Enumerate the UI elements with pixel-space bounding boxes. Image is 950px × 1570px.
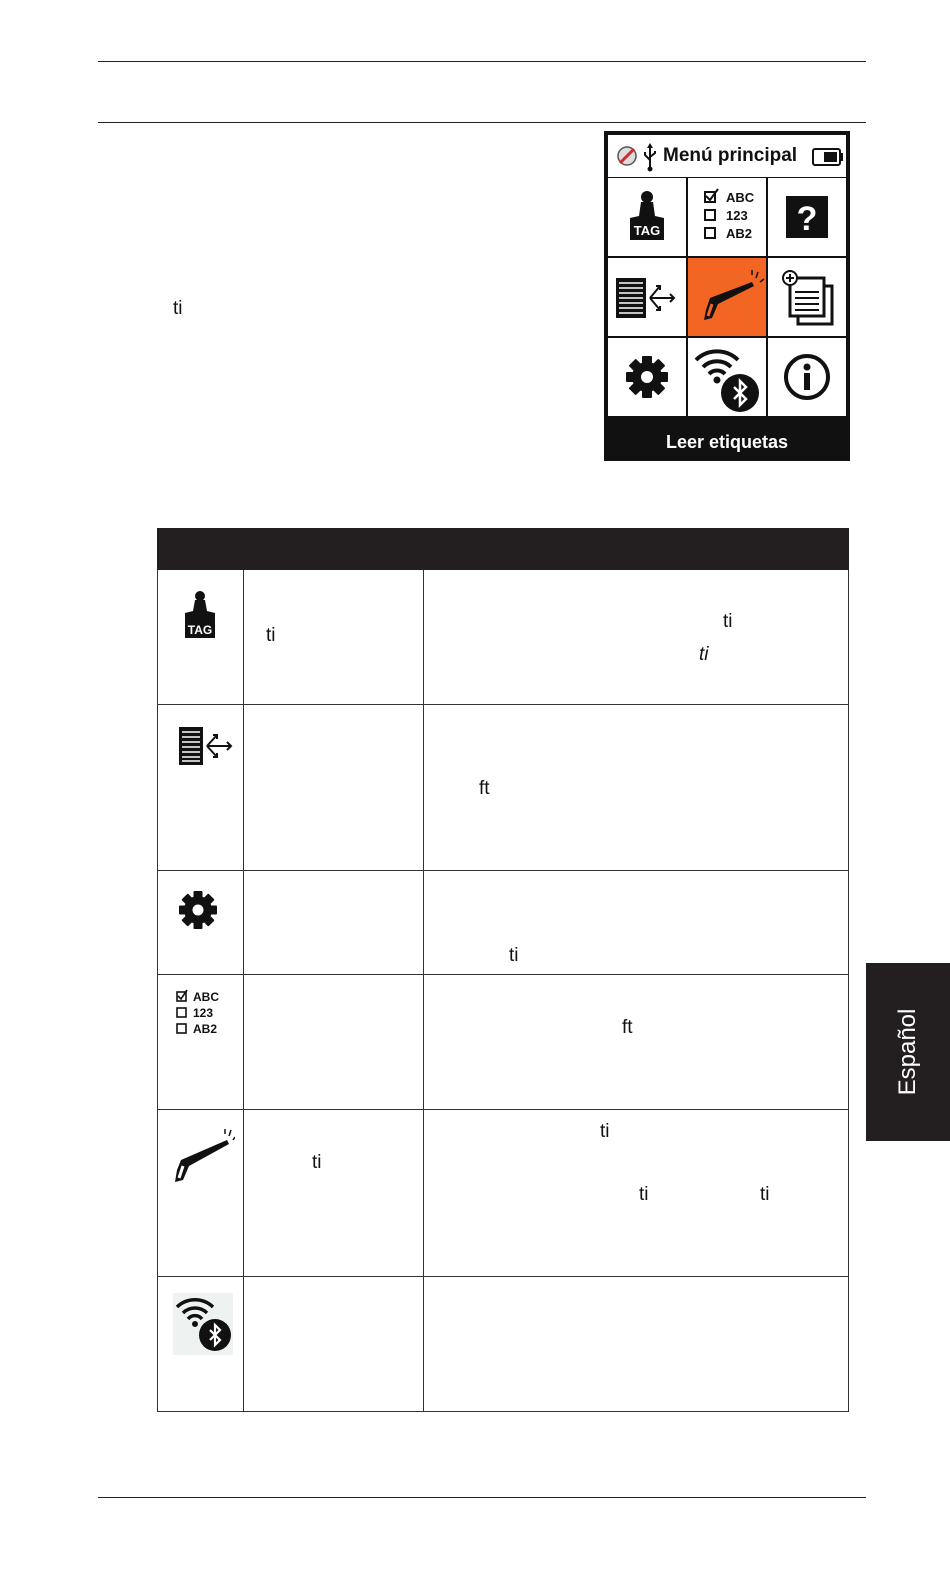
- table-row: [157, 570, 849, 705]
- menu-tile-connectivity[interactable]: [688, 338, 766, 416]
- row5-mid-fragment: ti: [312, 1152, 322, 1173]
- gear-icon: [175, 887, 225, 937]
- add-document-icon: [768, 258, 846, 336]
- wand-icon: [688, 258, 766, 336]
- svg-text:123: 123: [726, 208, 748, 223]
- language-tab: [866, 963, 950, 1141]
- header-rule-bottom: [98, 122, 866, 123]
- intro-text-fragment: ti: [173, 298, 183, 319]
- row3-desc-fragment: ti: [509, 945, 519, 966]
- table-row: [157, 975, 849, 1110]
- footer-rule: [98, 1497, 866, 1498]
- usb-icon: [642, 142, 658, 172]
- device-status-bar: [604, 424, 850, 461]
- info-icon: [768, 338, 846, 416]
- list-share-icon: [608, 258, 686, 336]
- menu-tile-tag[interactable]: [608, 178, 686, 256]
- svg-text:AB2: AB2: [726, 226, 753, 241]
- row2-desc-fragment: ft: [479, 778, 490, 799]
- svg-text:?: ?: [796, 200, 818, 238]
- wand-icon: [171, 1126, 235, 1186]
- device-status-label: Leer etiquetas: [665, 432, 789, 452]
- device-title: Menú principal: [663, 145, 798, 166]
- menu-tile-settings[interactable]: [608, 338, 686, 416]
- wifi-bluetooth-icon: [173, 1293, 233, 1355]
- tag-icon: [175, 586, 225, 646]
- icon-table: [157, 528, 849, 1412]
- row5-desc-fragment-c: ti: [760, 1184, 770, 1205]
- tag-icon: [608, 178, 686, 256]
- header-rule-top: [98, 61, 866, 62]
- wifi-bluetooth-icon: [688, 338, 766, 416]
- table-row: [157, 1110, 849, 1277]
- menu-tile-wand-selected[interactable]: [688, 258, 766, 336]
- help-icon: [768, 178, 846, 256]
- battery-icon: [812, 148, 844, 166]
- table-header: [157, 528, 849, 570]
- table-row: [157, 705, 849, 871]
- device-title-bar: [608, 135, 846, 177]
- device-screen: [604, 131, 850, 461]
- svg-text:123: 123: [193, 1006, 214, 1020]
- gear-icon: [608, 338, 686, 416]
- row4-desc-fragment: ft: [622, 1017, 633, 1038]
- row5-desc-fragment-a: ti: [600, 1121, 610, 1142]
- menu-tile-help[interactable]: [768, 178, 846, 256]
- table-row: [157, 871, 849, 975]
- svg-text:TAG: TAG: [187, 623, 213, 637]
- row1-desc-fragment-b: ti: [699, 644, 709, 665]
- menu-tile-list-share[interactable]: [608, 258, 686, 336]
- row5-desc-fragment-b: ti: [639, 1184, 649, 1205]
- svg-text:ABC: ABC: [193, 990, 219, 1004]
- table-row: [157, 1277, 849, 1412]
- no-compass-icon: [616, 145, 638, 167]
- device-menu-grid: [608, 178, 846, 419]
- menu-tile-info[interactable]: [768, 338, 846, 416]
- checklist-icon: [688, 178, 766, 256]
- list-share-icon: [175, 721, 235, 771]
- svg-text:ABC: ABC: [726, 190, 755, 205]
- checklist-icon: [175, 989, 235, 1039]
- svg-text:TAG: TAG: [633, 223, 661, 238]
- svg-text:AB2: AB2: [193, 1022, 218, 1036]
- language-tab-label: Español: [894, 1008, 921, 1096]
- menu-tile-add-document[interactable]: [768, 258, 846, 336]
- menu-tile-checklist[interactable]: [688, 178, 766, 256]
- row1-mid-fragment: ti: [266, 625, 276, 646]
- row1-desc-fragment-a: ti: [723, 611, 733, 632]
